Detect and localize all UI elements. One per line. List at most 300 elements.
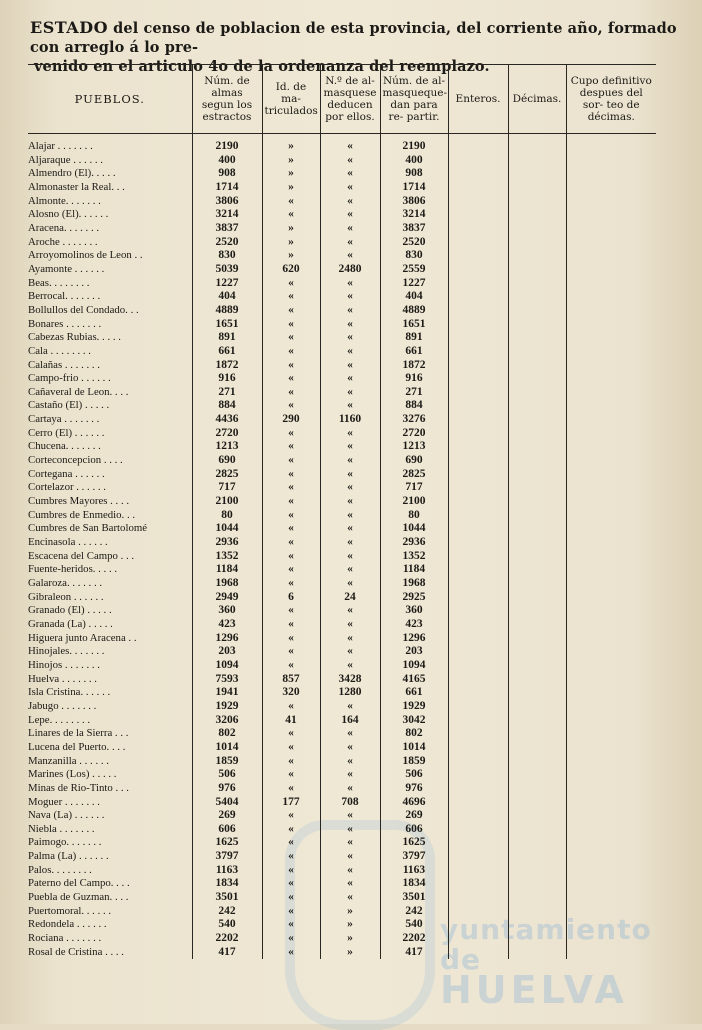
- cell-enteros: [448, 768, 508, 782]
- cell-matriculados: «: [262, 208, 320, 222]
- cell-repartir: 242: [380, 905, 448, 919]
- header-pueblos: PUEBLOS.: [74, 92, 145, 106]
- cell-enteros: [448, 714, 508, 728]
- cell-pueblo: Alosno (El). . . . . .: [28, 208, 109, 221]
- cell-almas: 400: [192, 154, 262, 168]
- cell-deducen: «: [320, 755, 380, 769]
- cell-cupo: [566, 918, 656, 932]
- table-row: [28, 659, 656, 673]
- cell-almas: 2190: [192, 140, 262, 154]
- cell-cupo: [566, 618, 656, 632]
- cell-repartir: 802: [380, 727, 448, 741]
- cell-matriculados: «: [262, 277, 320, 291]
- cell-repartir: 3806: [380, 195, 448, 209]
- cell-cupo: [566, 577, 656, 591]
- cell-cupo: [566, 755, 656, 769]
- cell-almas: 3214: [192, 208, 262, 222]
- cell-matriculados: 177: [262, 796, 320, 810]
- cell-pueblo: Rociana . . . . . . .: [28, 932, 102, 945]
- cell-enteros: [448, 427, 508, 441]
- cell-almas: 1714: [192, 181, 262, 195]
- cell-cupo: [566, 413, 656, 427]
- table-row: [28, 372, 656, 386]
- cell-pueblo: Marines (Los) . . . . .: [28, 768, 117, 781]
- cell-matriculados: «: [262, 632, 320, 646]
- cell-enteros: [448, 550, 508, 564]
- cell-enteros: [448, 700, 508, 714]
- table-row: [28, 140, 656, 154]
- cell-matriculados: «: [262, 659, 320, 673]
- cell-enteros: [448, 304, 508, 318]
- cell-cupo: [566, 140, 656, 154]
- cell-pueblo: Chucena. . . . . . .: [28, 440, 101, 453]
- cell-enteros: [448, 632, 508, 646]
- cell-decimas: [508, 673, 566, 687]
- cell-repartir: 1834: [380, 877, 448, 891]
- cell-cupo: [566, 386, 656, 400]
- cell-pueblo: Palma (La) . . . . . .: [28, 850, 109, 863]
- cell-matriculados: »: [262, 140, 320, 154]
- title-rest: del censo de poblacion de esta provincia, del corriente año, formado con arreglo á lo pre-: [30, 20, 677, 56]
- cell-enteros: [448, 809, 508, 823]
- cell-pueblo: Rosal de Cristina . . . .: [28, 945, 124, 958]
- cell-matriculados: »: [262, 249, 320, 263]
- cell-matriculados: «: [262, 905, 320, 919]
- cell-almas: 5404: [192, 796, 262, 810]
- table-row: [28, 509, 656, 523]
- cell-cupo: [566, 700, 656, 714]
- cell-repartir: 661: [380, 686, 448, 700]
- cell-cupo: [566, 836, 656, 850]
- cell-decimas: [508, 768, 566, 782]
- table-row: [28, 181, 656, 195]
- cell-enteros: [448, 277, 508, 291]
- cell-cupo: [566, 304, 656, 318]
- cell-deducen: «: [320, 304, 380, 318]
- table-row: [28, 864, 656, 878]
- cell-deducen: «: [320, 522, 380, 536]
- cell-deducen: «: [320, 359, 380, 373]
- cell-deducen: 708: [320, 796, 380, 810]
- cell-enteros: [448, 495, 508, 509]
- cell-cupo: [566, 318, 656, 332]
- cell-enteros: [448, 577, 508, 591]
- cell-enteros: [448, 891, 508, 905]
- cell-matriculados: «: [262, 932, 320, 946]
- cell-almas: 3806: [192, 195, 262, 209]
- cell-pueblo: Paterno del Campo. . . .: [28, 877, 130, 890]
- cell-matriculados: «: [262, 918, 320, 932]
- table-row: [28, 932, 656, 946]
- table-row: [28, 768, 656, 782]
- cell-matriculados: «: [262, 440, 320, 454]
- cell-enteros: [448, 413, 508, 427]
- cell-matriculados: «: [262, 331, 320, 345]
- cell-enteros: [448, 331, 508, 345]
- cell-pueblo: Cartaya . . . . . . .: [28, 413, 100, 426]
- cell-repartir: 1163: [380, 864, 448, 878]
- cell-enteros: [448, 399, 508, 413]
- cell-cupo: [566, 195, 656, 209]
- cell-matriculados: «: [262, 495, 320, 509]
- cell-repartir: 4889: [380, 304, 448, 318]
- cell-deducen: «: [320, 509, 380, 523]
- cell-matriculados: «: [262, 290, 320, 304]
- cell-decimas: [508, 877, 566, 891]
- cell-pueblo: Nava (La) . . . . . .: [28, 809, 105, 822]
- cell-pueblo: Cortegana . . . . . .: [28, 467, 105, 480]
- table-row: [28, 891, 656, 905]
- cell-matriculados: «: [262, 509, 320, 523]
- cell-cupo: [566, 468, 656, 482]
- cell-decimas: [508, 222, 566, 236]
- table-row: [28, 427, 656, 441]
- cell-almas: 1227: [192, 277, 262, 291]
- cell-pueblo: Redondela . . . . . .: [28, 918, 107, 931]
- cell-cupo: [566, 659, 656, 673]
- cell-almas: 976: [192, 782, 262, 796]
- cell-almas: 2720: [192, 427, 262, 441]
- cell-pueblo: Huelva . . . . . . .: [28, 672, 97, 685]
- cell-cupo: [566, 686, 656, 700]
- cell-cupo: [566, 768, 656, 782]
- cell-deducen: «: [320, 727, 380, 741]
- cell-almas: 3501: [192, 891, 262, 905]
- cell-repartir: 3214: [380, 208, 448, 222]
- cell-enteros: [448, 850, 508, 864]
- cell-enteros: [448, 918, 508, 932]
- cell-matriculados: »: [262, 236, 320, 250]
- cell-deducen: 1280: [320, 686, 380, 700]
- cell-pueblo: Lepe. . . . . . . .: [28, 713, 91, 726]
- cell-pueblo: Isla Cristina. . . . . .: [28, 686, 111, 699]
- table-row: [28, 304, 656, 318]
- header-cupo: Cupo definitivo despues del sor- teo de décimas.: [566, 65, 656, 134]
- cell-enteros: [448, 755, 508, 769]
- cell-repartir: 661: [380, 345, 448, 359]
- cell-repartir: 908: [380, 167, 448, 181]
- cell-enteros: [448, 236, 508, 250]
- cell-enteros: [448, 140, 508, 154]
- cell-almas: 1859: [192, 755, 262, 769]
- cell-deducen: «: [320, 140, 380, 154]
- cell-decimas: [508, 509, 566, 523]
- cell-almas: 1014: [192, 741, 262, 755]
- cell-pueblo: Bollullos del Condado. . .: [28, 303, 139, 316]
- cell-cupo: [566, 727, 656, 741]
- cell-almas: 916: [192, 372, 262, 386]
- cell-decimas: [508, 864, 566, 878]
- cell-matriculados: «: [262, 604, 320, 618]
- cell-enteros: [448, 208, 508, 222]
- cell-pueblo: Paimogo. . . . . . .: [28, 836, 102, 849]
- cell-cupo: [566, 714, 656, 728]
- cell-enteros: [448, 673, 508, 687]
- cell-decimas: [508, 741, 566, 755]
- cell-almas: 2202: [192, 932, 262, 946]
- cell-matriculados: «: [262, 318, 320, 332]
- table-row: [28, 345, 656, 359]
- table-row: [28, 673, 656, 687]
- cell-pueblo: Linares de la Sierra . . .: [28, 727, 129, 740]
- cell-repartir: 3276: [380, 413, 448, 427]
- cell-pueblo: Alajar . . . . . . .: [28, 140, 93, 152]
- cell-decimas: [508, 905, 566, 919]
- cell-pueblo: Fuente-heridos. . . . .: [28, 563, 118, 576]
- cell-enteros: [448, 181, 508, 195]
- cell-cupo: [566, 563, 656, 577]
- cell-deducen: «: [320, 318, 380, 332]
- table-row: [28, 577, 656, 591]
- cell-matriculados: 620: [262, 263, 320, 277]
- cell-matriculados: «: [262, 304, 320, 318]
- table-row: [28, 195, 656, 209]
- cell-cupo: [566, 850, 656, 864]
- cell-almas: 908: [192, 167, 262, 181]
- cell-decimas: [508, 550, 566, 564]
- cell-deducen: «: [320, 645, 380, 659]
- cell-decimas: [508, 591, 566, 605]
- cell-enteros: [448, 782, 508, 796]
- cell-matriculados: «: [262, 864, 320, 878]
- cell-decimas: [508, 495, 566, 509]
- cell-matriculados: »: [262, 154, 320, 168]
- cell-enteros: [448, 440, 508, 454]
- cell-almas: 5039: [192, 263, 262, 277]
- cell-cupo: [566, 181, 656, 195]
- table-row: [28, 481, 656, 495]
- table-row: [28, 796, 656, 810]
- table-row: [28, 440, 656, 454]
- cell-repartir: 717: [380, 481, 448, 495]
- cell-pueblo: Cumbres Mayores . . . .: [28, 495, 130, 508]
- cell-almas: 269: [192, 809, 262, 823]
- table-row: [28, 290, 656, 304]
- cell-deducen: »: [320, 918, 380, 932]
- cell-enteros: [448, 386, 508, 400]
- cell-almas: 1184: [192, 563, 262, 577]
- table-row: [28, 277, 656, 291]
- watermark-line2: HUELVA: [440, 968, 628, 1012]
- cell-repartir: 916: [380, 372, 448, 386]
- cell-decimas: [508, 331, 566, 345]
- cell-repartir: 203: [380, 645, 448, 659]
- cell-decimas: [508, 645, 566, 659]
- cell-cupo: [566, 522, 656, 536]
- cell-enteros: [448, 249, 508, 263]
- cell-pueblo: Almendro (El). . . . .: [28, 167, 116, 180]
- cell-decimas: [508, 249, 566, 263]
- cell-decimas: [508, 755, 566, 769]
- cell-deducen: «: [320, 236, 380, 250]
- cell-pueblo: Galaroza. . . . . . .: [28, 577, 103, 589]
- cell-enteros: [448, 468, 508, 482]
- cell-enteros: [448, 905, 508, 919]
- cell-deducen: 1160: [320, 413, 380, 427]
- cell-matriculados: «: [262, 809, 320, 823]
- cell-deducen: «: [320, 618, 380, 632]
- cell-matriculados: «: [262, 850, 320, 864]
- cell-decimas: [508, 632, 566, 646]
- cell-decimas: [508, 823, 566, 837]
- table-row: [28, 318, 656, 332]
- cell-repartir: 540: [380, 918, 448, 932]
- cell-decimas: [508, 686, 566, 700]
- cell-repartir: 80: [380, 509, 448, 523]
- cell-deducen: «: [320, 536, 380, 550]
- cell-pueblo: Berrocal. . . . . . .: [28, 290, 101, 303]
- cell-almas: 1094: [192, 659, 262, 673]
- cell-almas: 7593: [192, 673, 262, 687]
- cell-cupo: [566, 891, 656, 905]
- table-row: [28, 632, 656, 646]
- cell-deducen: «: [320, 864, 380, 878]
- cell-decimas: [508, 181, 566, 195]
- cell-decimas: [508, 236, 566, 250]
- cell-matriculados: «: [262, 427, 320, 441]
- cell-matriculados: «: [262, 372, 320, 386]
- cell-matriculados: «: [262, 741, 320, 755]
- cell-matriculados: «: [262, 782, 320, 796]
- cell-cupo: [566, 331, 656, 345]
- cell-cupo: [566, 591, 656, 605]
- cell-repartir: 1227: [380, 277, 448, 291]
- cell-repartir: 417: [380, 946, 448, 960]
- cell-almas: 1651: [192, 318, 262, 332]
- cell-repartir: 4696: [380, 796, 448, 810]
- cell-almas: 1872: [192, 359, 262, 373]
- cell-cupo: [566, 222, 656, 236]
- cell-matriculados: «: [262, 399, 320, 413]
- cell-almas: 360: [192, 604, 262, 618]
- cell-almas: 606: [192, 823, 262, 837]
- cell-deducen: «: [320, 850, 380, 864]
- cell-deducen: «: [320, 700, 380, 714]
- table-row: [28, 618, 656, 632]
- cell-pueblo: Cabezas Rubias. . . . .: [28, 331, 121, 344]
- cell-decimas: [508, 454, 566, 468]
- cell-deducen: «: [320, 154, 380, 168]
- cell-pueblo: Hinojales. . . . . . .: [28, 645, 105, 658]
- cell-pueblo: Castaño (El) . . . . .: [28, 399, 110, 412]
- cell-repartir: 2825: [380, 468, 448, 482]
- cell-matriculados: 290: [262, 413, 320, 427]
- table-header-row: [28, 65, 656, 134]
- cell-repartir: 3797: [380, 850, 448, 864]
- cell-enteros: [448, 618, 508, 632]
- cell-enteros: [448, 195, 508, 209]
- cell-matriculados: «: [262, 891, 320, 905]
- cell-almas: 717: [192, 481, 262, 495]
- cell-cupo: [566, 372, 656, 386]
- table-row: [28, 413, 656, 427]
- cell-cupo: [566, 481, 656, 495]
- table-row: [28, 782, 656, 796]
- table-row: [28, 823, 656, 837]
- cell-pueblo: Arroyomolinos de Leon . .: [28, 249, 143, 262]
- cell-decimas: [508, 522, 566, 536]
- cell-pueblo: Almonaster la Real. . .: [28, 180, 125, 193]
- cell-repartir: 2190: [380, 140, 448, 154]
- cell-almas: 1625: [192, 836, 262, 850]
- cell-almas: 1213: [192, 440, 262, 454]
- cell-decimas: [508, 891, 566, 905]
- cell-pueblo: Calañas . . . . . . .: [28, 358, 100, 371]
- cell-cupo: [566, 427, 656, 441]
- cell-matriculados: «: [262, 359, 320, 373]
- table-row: [28, 686, 656, 700]
- cell-deducen: «: [320, 823, 380, 837]
- cell-cupo: [566, 550, 656, 564]
- table-row: [28, 563, 656, 577]
- cell-deducen: «: [320, 167, 380, 181]
- table-row: [28, 454, 656, 468]
- cell-pueblo: Cañaveral de Leon. . . .: [28, 385, 129, 398]
- cell-matriculados: «: [262, 877, 320, 891]
- cell-enteros: [448, 359, 508, 373]
- cell-decimas: [508, 167, 566, 181]
- cell-cupo: [566, 823, 656, 837]
- cell-deducen: «: [320, 277, 380, 291]
- cell-pueblo: Niebla . . . . . . .: [28, 822, 95, 835]
- cell-decimas: [508, 577, 566, 591]
- cell-matriculados: «: [262, 386, 320, 400]
- table-row: [28, 700, 656, 714]
- table-row: [28, 604, 656, 618]
- table-row: [28, 386, 656, 400]
- cell-pueblo: Minas de Rio-Tinto . . .: [28, 781, 129, 794]
- cell-repartir: 884: [380, 399, 448, 413]
- cell-pueblo: Aracena. . . . . . .: [28, 221, 100, 234]
- title-line2: venido en el articulo 4o de la ordenanza del reemplazo.: [34, 58, 490, 75]
- cell-enteros: [448, 290, 508, 304]
- cell-enteros: [448, 686, 508, 700]
- cell-deducen: «: [320, 195, 380, 209]
- cell-repartir: 1872: [380, 359, 448, 373]
- cell-deducen: «: [320, 891, 380, 905]
- cell-deducen: «: [320, 481, 380, 495]
- cell-enteros: [448, 659, 508, 673]
- cell-cupo: [566, 864, 656, 878]
- cell-repartir: 830: [380, 249, 448, 263]
- cell-repartir: 2100: [380, 495, 448, 509]
- cell-repartir: 1044: [380, 522, 448, 536]
- header-repartir: Núm. de al- masqueque- dan para re- partir.: [380, 65, 448, 134]
- table-row: [28, 755, 656, 769]
- cell-enteros: [448, 481, 508, 495]
- cell-deducen: «: [320, 290, 380, 304]
- cell-almas: 891: [192, 331, 262, 345]
- cell-decimas: [508, 413, 566, 427]
- table-row: [28, 154, 656, 168]
- cell-decimas: [508, 850, 566, 864]
- cell-repartir: 976: [380, 782, 448, 796]
- cell-cupo: [566, 536, 656, 550]
- cell-pueblo: Puebla de Guzman. . . .: [28, 891, 129, 904]
- cell-cupo: [566, 673, 656, 687]
- cell-enteros: [448, 522, 508, 536]
- cell-deducen: «: [320, 563, 380, 577]
- cell-enteros: [448, 222, 508, 236]
- cell-pueblo: Almonte. . . . . . .: [28, 194, 101, 207]
- cell-enteros: [448, 318, 508, 332]
- cell-almas: 1352: [192, 550, 262, 564]
- cell-pueblo: Encinasola . . . . . .: [28, 536, 108, 549]
- cell-pueblo: Moguer . . . . . . .: [28, 795, 100, 808]
- cell-deducen: «: [320, 331, 380, 345]
- cell-cupo: [566, 877, 656, 891]
- cell-almas: 2936: [192, 536, 262, 550]
